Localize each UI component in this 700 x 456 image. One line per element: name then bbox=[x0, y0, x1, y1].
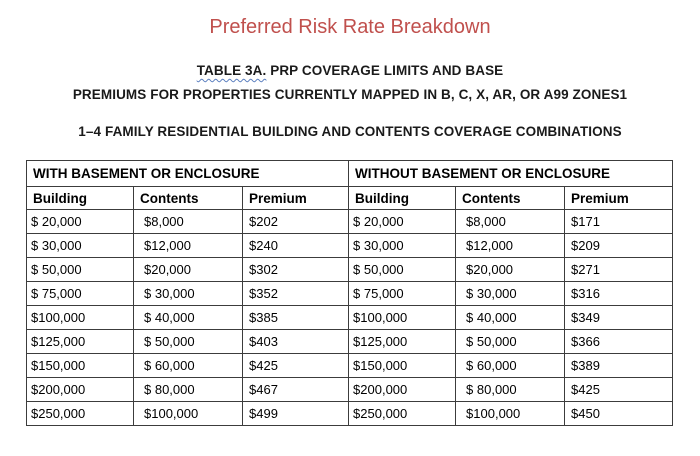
table-cell: $202 bbox=[243, 210, 349, 234]
table-cell: $385 bbox=[243, 306, 349, 330]
table-cell: $ 50,000 bbox=[134, 330, 243, 354]
table-cell: $403 bbox=[243, 330, 349, 354]
table-cell: $200,000 bbox=[27, 378, 134, 402]
table-cell: $ 20,000 bbox=[27, 210, 134, 234]
table-cell: $ 50,000 bbox=[349, 258, 456, 282]
table-cell: $ 30,000 bbox=[456, 282, 565, 306]
table-row bbox=[27, 306, 673, 330]
coverage-table bbox=[26, 160, 673, 426]
table-cell: $100,000 bbox=[349, 306, 456, 330]
table-cell: $ 75,000 bbox=[349, 282, 456, 306]
table-cell: $ 75,000 bbox=[27, 282, 134, 306]
table-cell: $ 30,000 bbox=[349, 234, 456, 258]
table-cell: $ 40,000 bbox=[134, 306, 243, 330]
column-header-contents: Contents bbox=[134, 187, 243, 210]
table-cell: $ 30,000 bbox=[134, 282, 243, 306]
table-cell: $250,000 bbox=[27, 402, 134, 426]
table-cell: $150,000 bbox=[27, 354, 134, 378]
table-cell: $8,000 bbox=[134, 210, 243, 234]
table-cell: $467 bbox=[243, 378, 349, 402]
table-cell: $ 50,000 bbox=[27, 258, 134, 282]
table-cell: $ 60,000 bbox=[456, 354, 565, 378]
table-cell: $ 80,000 bbox=[456, 378, 565, 402]
table-cell: $100,000 bbox=[134, 402, 243, 426]
group-header-row bbox=[27, 161, 673, 187]
table-cell: $150,000 bbox=[349, 354, 456, 378]
table-row bbox=[27, 378, 673, 402]
table-number: TABLE 3A. bbox=[196, 63, 267, 78]
table-cell: $12,000 bbox=[134, 234, 243, 258]
table-cell: $316 bbox=[565, 282, 673, 306]
table-cell: $ 60,000 bbox=[134, 354, 243, 378]
table-cell: $240 bbox=[243, 234, 349, 258]
table-cell: $200,000 bbox=[349, 378, 456, 402]
table-row bbox=[27, 282, 673, 306]
table-cell: $349 bbox=[565, 306, 673, 330]
table-cell: $271 bbox=[565, 258, 673, 282]
table-label bbox=[0, 63, 700, 78]
table-cell: $352 bbox=[243, 282, 349, 306]
table-cell: $425 bbox=[565, 378, 673, 402]
table-cell: $389 bbox=[565, 354, 673, 378]
group-header-with-basement: WITH BASEMENT OR ENCLOSURE bbox=[27, 161, 349, 187]
column-header-contents: Contents bbox=[456, 187, 565, 210]
column-header-row bbox=[27, 187, 673, 210]
table-label-line2: PREMIUMS FOR PROPERTIES CURRENTLY MAPPED IN B, C, X, AR, OR A99 ZONES1 bbox=[72, 87, 628, 102]
table-label-text: PRP COVERAGE LIMITS AND BASE bbox=[266, 63, 504, 78]
table-row bbox=[27, 210, 673, 234]
table-cell: $425 bbox=[243, 354, 349, 378]
table-cell: $100,000 bbox=[27, 306, 134, 330]
table-cell: $ 40,000 bbox=[456, 306, 565, 330]
table-cell: $8,000 bbox=[456, 210, 565, 234]
table-cell: $20,000 bbox=[134, 258, 243, 282]
table-cell: $ 80,000 bbox=[134, 378, 243, 402]
table-row bbox=[27, 402, 673, 426]
table-cell: $100,000 bbox=[456, 402, 565, 426]
table-subtitle: 1–4 FAMILY RESIDENTIAL BUILDING AND CONTENTS COVERAGE COMBINATIONS bbox=[78, 124, 622, 139]
table-cell: $209 bbox=[565, 234, 673, 258]
table-cell: $ 20,000 bbox=[349, 210, 456, 234]
table-cell: $250,000 bbox=[349, 402, 456, 426]
column-header-building: Building bbox=[27, 187, 134, 210]
group-header-without-basement: WITHOUT BASEMENT OR ENCLOSURE bbox=[349, 161, 673, 187]
table-cell: $171 bbox=[565, 210, 673, 234]
column-header-premium: Premium bbox=[565, 187, 673, 210]
table-cell: $125,000 bbox=[349, 330, 456, 354]
table-cell: $12,000 bbox=[456, 234, 565, 258]
table-cell: $450 bbox=[565, 402, 673, 426]
table-cell: $20,000 bbox=[456, 258, 565, 282]
table-cell: $ 50,000 bbox=[456, 330, 565, 354]
table-cell: $302 bbox=[243, 258, 349, 282]
column-header-building: Building bbox=[349, 187, 456, 210]
table-row bbox=[27, 234, 673, 258]
table-row bbox=[27, 330, 673, 354]
column-header-premium: Premium bbox=[243, 187, 349, 210]
page-title: Preferred Risk Rate Breakdown bbox=[209, 16, 491, 38]
table-row bbox=[27, 354, 673, 378]
table-cell: $125,000 bbox=[27, 330, 134, 354]
table-cell: $366 bbox=[565, 330, 673, 354]
table-cell: $499 bbox=[243, 402, 349, 426]
table-row bbox=[27, 258, 673, 282]
table-cell: $ 30,000 bbox=[27, 234, 134, 258]
